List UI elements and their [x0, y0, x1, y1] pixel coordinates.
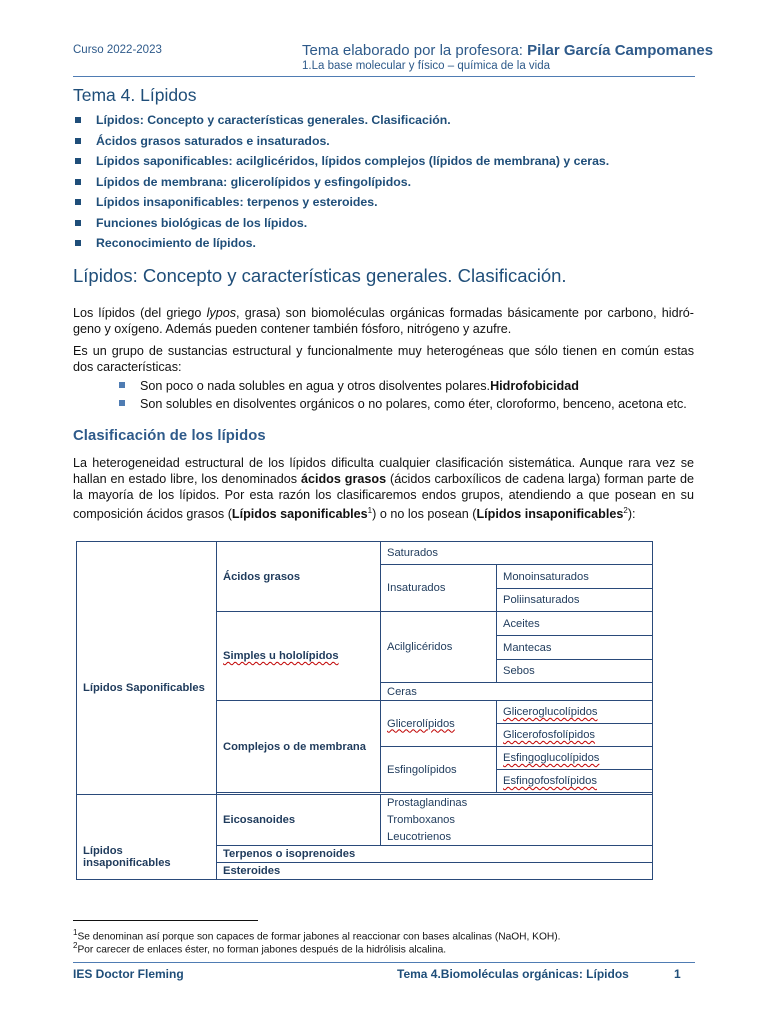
intro-paragraph-2: Es un grupo de sustancias estructural y funcionalmente muy heterogéneas que sólo tienen en común estas dos características:: [73, 344, 694, 374]
mantecas-cell: Mantecas: [497, 636, 653, 660]
footer-topic: Tema 4.Biomoléculas orgánicas: Lípidos: [397, 967, 629, 981]
poliinsaturados-cell: Poliinsaturados: [497, 589, 653, 612]
author-prefix: Tema elaborado por la profesora:: [302, 42, 528, 59]
subsection-title: Clasificación de los lípidos: [73, 428, 266, 444]
glicerofosfolipidos-cell: [497, 724, 653, 747]
footer-school: IES Doctor Fleming: [73, 967, 184, 981]
section-title: Lípidos: Concepto y características generales. Clasificación.: [73, 265, 567, 286]
bold-term: Lípidos insaponificables: [476, 507, 624, 522]
esteroides-cell: Esteroides: [217, 863, 653, 880]
aceites-cell: Aceites: [497, 612, 653, 636]
header-divider: [73, 76, 695, 77]
footnote-ref: 2: [623, 506, 628, 515]
terpenos-cell: Terpenos o isoprenoides: [217, 846, 653, 863]
footnote-ref: 1: [367, 506, 373, 515]
saturados-cell: Saturados: [381, 542, 653, 565]
sebos-cell: Sebos: [497, 660, 653, 683]
text: Simples u hololípidos: [223, 650, 339, 662]
gliceroglucolipidos-cell: [497, 701, 653, 724]
glicerolipidos-cell: [381, 701, 497, 747]
toc-list: [73, 110, 609, 254]
toc-item: Lípidos: Concepto y características generales. Clasificación.: [73, 110, 609, 131]
toc-item: Lípidos saponificables: acilglicéridos, lípidos complejos (lípidos de membrana) y ceras.: [73, 151, 609, 172]
saponificables-cell: Lípidos Saponificables: [77, 542, 217, 795]
bold-term: ácidos grasos: [300, 472, 387, 486]
complejos-cell: Complejos o de membrana: [217, 701, 381, 793]
bullet-square-icon: [119, 400, 125, 406]
italic-term: lypos: [206, 306, 237, 320]
header-subtitle: 1.La base molecular y físico – química de la vida: [302, 60, 551, 72]
text: Los lípidos (del griego: [73, 306, 207, 320]
text: (ácidos carboxílicos de cadena larga) forman parte de la mayoría de los lípidos. Por esta razón los clasificaremos endos grupos, atendiendo a que posean en su composición ácidos grasos (: [73, 472, 694, 522]
text: Esfingoglucolípidos: [503, 752, 600, 764]
text: Son poco o nada solubles en agua y otros disolventes polares.: [140, 379, 491, 393]
footnote-number: 2: [73, 941, 78, 950]
text: La heterogeneidad estructural de los lípidos dificulta cualquier clasificación sistemática. Aunque rara vez se hallan en estado libre, los denominados: [73, 456, 694, 486]
bullet-square-icon: [119, 382, 125, 388]
clasificacion-paragraph: [73, 455, 694, 522]
footnote-divider: [73, 920, 258, 921]
lipid-classification-table: [76, 541, 653, 880]
text: Son solubles en disolventes orgánicos o no polares, como éter, cloroformo, benceno, acetona etc.: [140, 397, 687, 411]
insaponificables-cell: Lípidos insaponificables: [77, 795, 217, 880]
acidos-grasos-cell: Ácidos grasos: [217, 542, 381, 612]
simples-cell: [217, 612, 381, 701]
esfingolipidos-cell: Esfingolípidos: [381, 747, 497, 793]
esfingofosfolipidos-cell: [497, 770, 653, 793]
tromboxanos-cell: Tromboxanos: [381, 812, 653, 829]
course-year: Curso 2022-2023: [73, 44, 162, 56]
text: Gliceroglucolípidos: [503, 706, 598, 718]
toc-item: Reconocimiento de lípidos.: [73, 233, 609, 254]
footnote-text: Se denominan así porque son capaces de formar jabones al reaccionar con bases alcalinas (NaOH, KOH).: [77, 931, 561, 943]
text: Glicerofosfolípidos: [503, 729, 596, 741]
footnote-text: Por carecer de enlaces éster, no forman jabones después de la hidrólisis alcalina.: [77, 944, 447, 956]
eicosanoides-cell: Eicosanoides: [217, 795, 381, 846]
prostaglandinas-cell: Prostaglandinas: [381, 795, 653, 812]
text: ):: [627, 507, 636, 522]
bullet-item: [119, 396, 687, 413]
toc-item: Ácidos grasos saturados e insaturados.: [73, 131, 609, 152]
bold-term: Lípidos saponificables: [231, 507, 368, 522]
text: , grasa) son biomoléculas orgánicas formadas básicamente por carbono, hidró- geno y oxígeno. Además pueden contener también fósforo, nitrógeno y azufre.: [73, 306, 694, 336]
acilgliceridos-cell: Acilglicéridos: [381, 612, 497, 683]
intro-paragraph-1: [73, 305, 694, 337]
monoinsaturados-cell: Monoinsaturados: [497, 565, 653, 589]
footnote-2: [73, 941, 446, 955]
toc-item: Funciones biológicas de los lípidos.: [73, 213, 609, 234]
footnote-number: 1: [73, 928, 78, 937]
author-line: [302, 42, 713, 59]
footer-page-number: 1: [674, 967, 681, 981]
toc-item: Lípidos de membrana: glicerolípidos y esfingolípidos.: [73, 172, 609, 193]
author-name: Pilar García Campomanes: [527, 42, 714, 59]
esfingoglucolipidos-cell: [497, 747, 653, 770]
text: Glicerolípidos: [387, 717, 455, 730]
text: ) o no los posean (: [372, 507, 477, 522]
bold-term: Hidrofobicidad: [490, 379, 579, 393]
insaturados-cell: Insaturados: [381, 565, 497, 612]
toc-item: Lípidos insaponificables: terpenos y esteroides.: [73, 192, 609, 213]
leucotrienos-cell: Leucotrienos: [381, 829, 653, 846]
bullet-item: [119, 378, 579, 395]
ceras-cell: Ceras: [381, 683, 653, 701]
text: Esfingofosfolípidos: [503, 775, 597, 787]
footer-divider: [73, 962, 695, 963]
tema-title: Tema 4. Lípidos: [73, 85, 197, 105]
